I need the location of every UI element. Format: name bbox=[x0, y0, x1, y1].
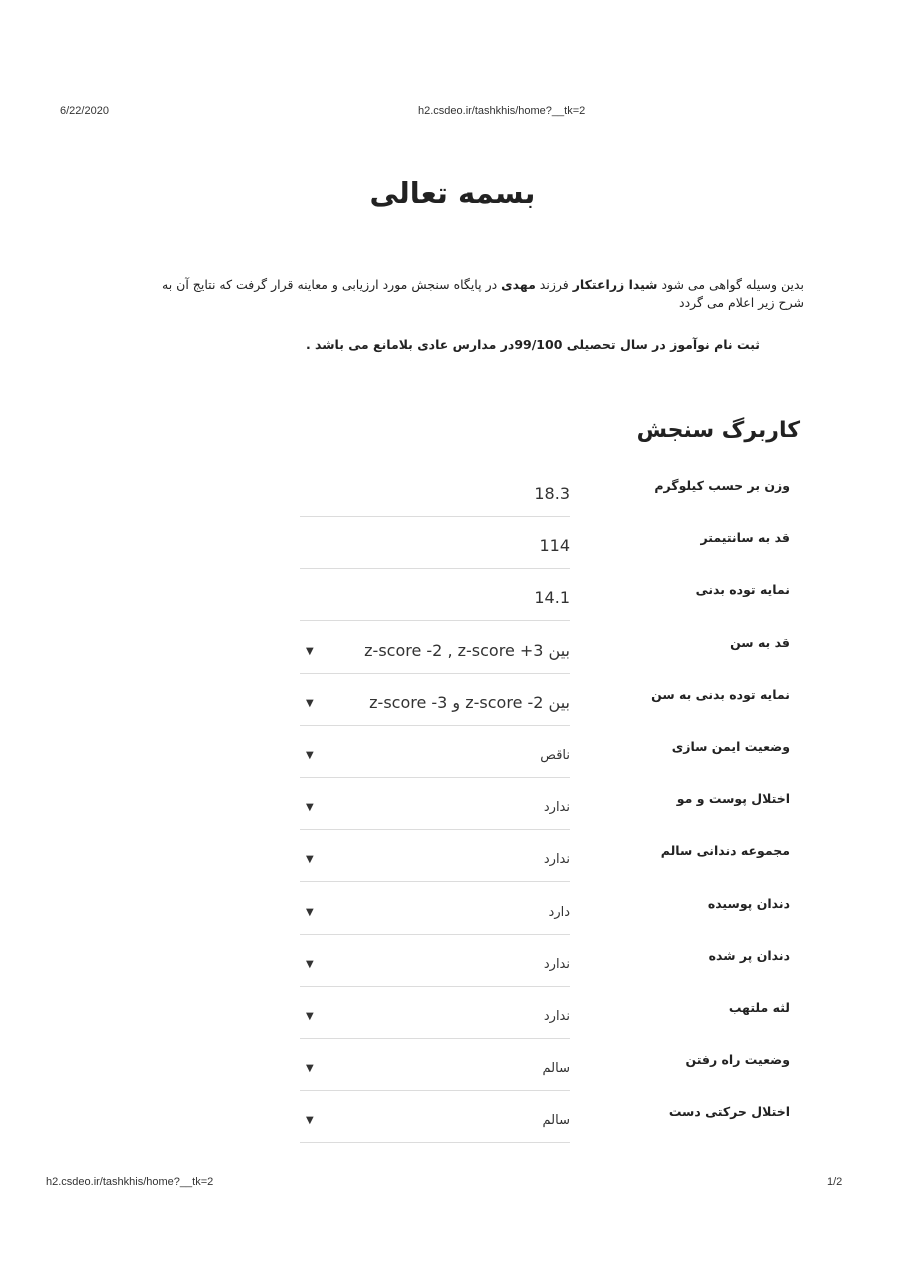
row-immunization bbox=[300, 739, 800, 791]
height-input[interactable] bbox=[300, 530, 570, 569]
field-value: سالم bbox=[542, 1061, 570, 1076]
chevron-down-icon: ▼ bbox=[306, 907, 314, 918]
field-label: دندان پوسیده bbox=[707, 896, 790, 911]
field-label: اختلال پوست و مو bbox=[676, 791, 790, 806]
row-walking bbox=[300, 1052, 800, 1104]
field-value: بین z-score -2 و z-score -3 bbox=[369, 693, 570, 712]
section-title: کاربرگ سنجش bbox=[636, 418, 800, 443]
immunization-select[interactable] bbox=[300, 739, 570, 778]
bmi-input[interactable] bbox=[300, 582, 570, 621]
filled-teeth-select[interactable] bbox=[300, 948, 570, 987]
academic-year: 99/100 bbox=[514, 337, 563, 352]
row-weight bbox=[300, 478, 800, 530]
weight-input[interactable] bbox=[300, 478, 570, 517]
field-value: بین z-score -2 , z-score +3 bbox=[364, 641, 570, 660]
field-label: وضعیت راه رفتن bbox=[685, 1052, 790, 1067]
intro-text-3: در پایگاه سنجش مورد ارزیابی و معاینه قرار گرفت که نتایج آن به شرح زیر اعلام می گردد bbox=[162, 277, 804, 310]
healthy-teeth-select[interactable] bbox=[300, 843, 570, 882]
student-name: شیدا زراعتکار bbox=[572, 277, 658, 292]
field-label: وضعیت ایمن سازی bbox=[671, 739, 790, 754]
chevron-down-icon: ▼ bbox=[306, 1063, 314, 1074]
field-value: ندارد bbox=[543, 957, 570, 972]
field-label: دندان پر شده bbox=[708, 948, 790, 963]
skin-hair-select[interactable] bbox=[300, 791, 570, 830]
row-hand-motor bbox=[300, 1104, 800, 1156]
field-value: دارد bbox=[548, 905, 570, 920]
field-label: نمایه توده بدنی bbox=[695, 582, 790, 597]
chevron-down-icon: ▼ bbox=[306, 854, 314, 865]
field-value: 114 bbox=[539, 536, 570, 555]
bmi-for-age-select[interactable] bbox=[300, 687, 570, 726]
page-number: 1/2 bbox=[827, 1176, 843, 1188]
chevron-down-icon: ▼ bbox=[306, 646, 314, 657]
row-healthy-teeth bbox=[300, 843, 800, 895]
field-value: ندارد bbox=[543, 852, 570, 867]
row-inflamed-gums bbox=[300, 1000, 800, 1052]
registration-statement bbox=[300, 337, 760, 352]
field-value: ندارد bbox=[543, 1009, 570, 1024]
field-label: قد به سانتیمتر bbox=[700, 530, 790, 545]
field-value: ناقص bbox=[540, 748, 570, 763]
walking-select[interactable] bbox=[300, 1052, 570, 1091]
print-url-header: h2.csdeo.ir/tashkhis/home?__tk=2 bbox=[418, 105, 586, 117]
chevron-down-icon: ▼ bbox=[306, 1011, 314, 1022]
row-height-for-age bbox=[300, 635, 800, 687]
registration-text-1: ثبت نام نوآموز در سال تحصیلی bbox=[562, 337, 760, 352]
field-value: 14.1 bbox=[534, 588, 570, 607]
field-value: سالم bbox=[542, 1113, 570, 1128]
chevron-down-icon: ▼ bbox=[306, 959, 314, 970]
chevron-down-icon: ▼ bbox=[306, 698, 314, 709]
certificate-intro bbox=[134, 276, 804, 312]
row-filled-teeth bbox=[300, 948, 800, 1000]
field-label: مجموعه دندانی سالم bbox=[660, 843, 790, 858]
row-bmi-for-age bbox=[300, 687, 800, 739]
print-url-footer: h2.csdeo.ir/tashkhis/home?__tk=2 bbox=[46, 1176, 214, 1188]
row-skin-hair bbox=[300, 791, 800, 843]
hand-motor-select[interactable] bbox=[300, 1104, 570, 1143]
intro-text-2: فرزند bbox=[535, 277, 573, 292]
print-date: 6/22/2020 bbox=[60, 105, 109, 117]
registration-text-2: در مدارس عادی بلامانع می باشد . bbox=[305, 337, 515, 352]
intro-text-1: بدین وسیله گواهی می شود bbox=[657, 277, 804, 292]
chevron-down-icon: ▼ bbox=[306, 1115, 314, 1126]
field-label: نمایه توده بدنی به سن bbox=[651, 687, 790, 702]
field-label: وزن بر حسب کیلوگرم bbox=[654, 478, 790, 493]
field-label: قد به سن bbox=[730, 635, 790, 650]
chevron-down-icon: ▼ bbox=[306, 802, 314, 813]
field-value: ندارد bbox=[543, 800, 570, 815]
chevron-down-icon: ▼ bbox=[306, 750, 314, 761]
field-value: 18.3 bbox=[534, 484, 570, 503]
field-label: لثه ملتهب bbox=[728, 1000, 790, 1015]
decayed-teeth-select[interactable] bbox=[300, 896, 570, 935]
inflamed-gums-select[interactable] bbox=[300, 1000, 570, 1039]
height-for-age-select[interactable] bbox=[300, 635, 570, 674]
field-label: اختلال حرکتی دست bbox=[668, 1104, 790, 1119]
row-bmi bbox=[300, 582, 800, 634]
row-decayed-teeth bbox=[300, 896, 800, 948]
father-name: مهدی bbox=[501, 277, 536, 292]
document-title: بسمه تعالی bbox=[369, 176, 536, 210]
row-height bbox=[300, 530, 800, 582]
